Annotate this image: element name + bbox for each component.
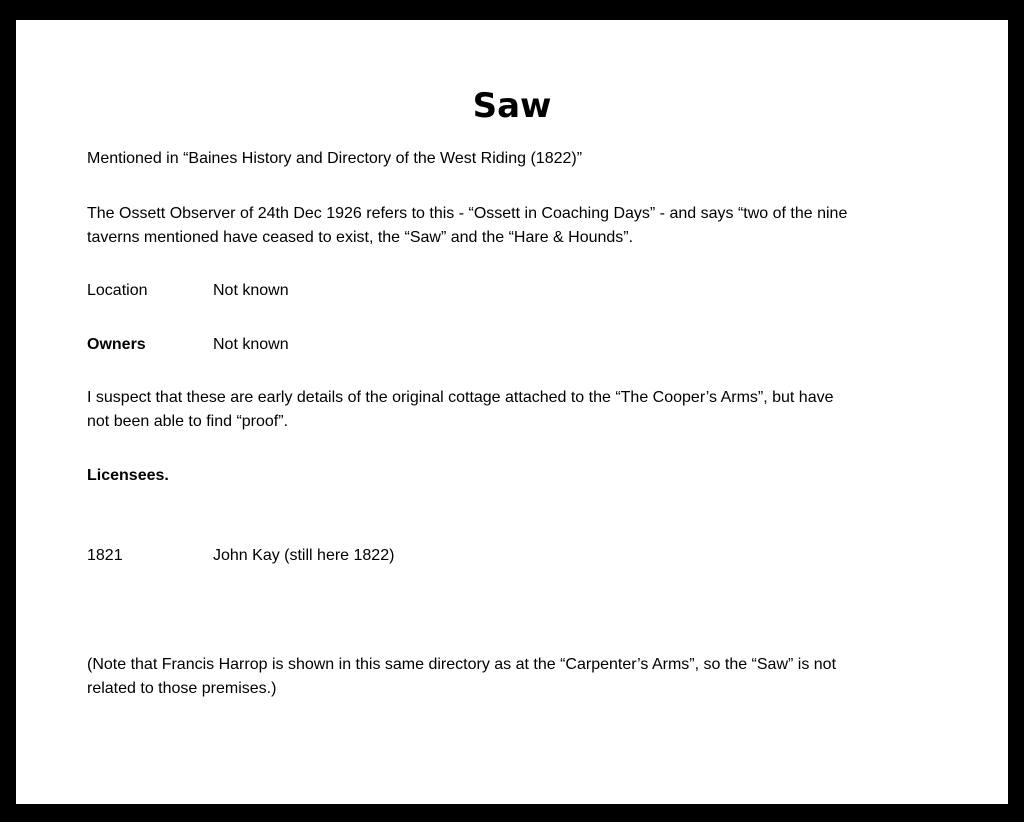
licensee-year: 1821 — [87, 547, 123, 564]
licensee-name: John Kay (still here 1822) — [213, 547, 395, 564]
location-label: Location — [87, 282, 148, 299]
licensees-heading: Licensees. — [87, 467, 169, 484]
suspect-paragraph — [87, 386, 927, 434]
observer-line-1: The Ossett Observer of 24th Dec 1926 refers to this - “Ossett in Coaching Days” - and says “two of the nine — [87, 205, 848, 222]
suspect-line-1: I suspect that these are early details of the original cottage attached to the “The Cooper’s Arms”, but have — [87, 389, 834, 406]
location-row — [87, 279, 289, 303]
licensee-row — [87, 544, 394, 568]
note-line-1: (Note that Francis Harrop is shown in this same directory as at the “Carpenter’s Arms”, so the “Saw” is not — [87, 656, 837, 673]
page-title: Saw — [472, 86, 552, 126]
observer-paragraph — [87, 202, 927, 250]
location-value: Not known — [213, 282, 289, 299]
note-paragraph — [87, 653, 927, 701]
owners-row — [87, 333, 289, 357]
mentioned-paragraph: Mentioned in “Baines History and Directory of the West Riding (1822)” — [87, 150, 583, 167]
observer-line-2: taverns mentioned have ceased to exist, the “Saw” and the “Hare & Hounds”. — [87, 229, 634, 246]
note-line-2: related to those premises.) — [87, 680, 277, 697]
owners-label: Owners — [87, 336, 146, 353]
document-page — [16, 20, 1008, 804]
suspect-line-2: not been able to find “proof”. — [87, 413, 289, 430]
owners-value: Not known — [213, 336, 289, 353]
